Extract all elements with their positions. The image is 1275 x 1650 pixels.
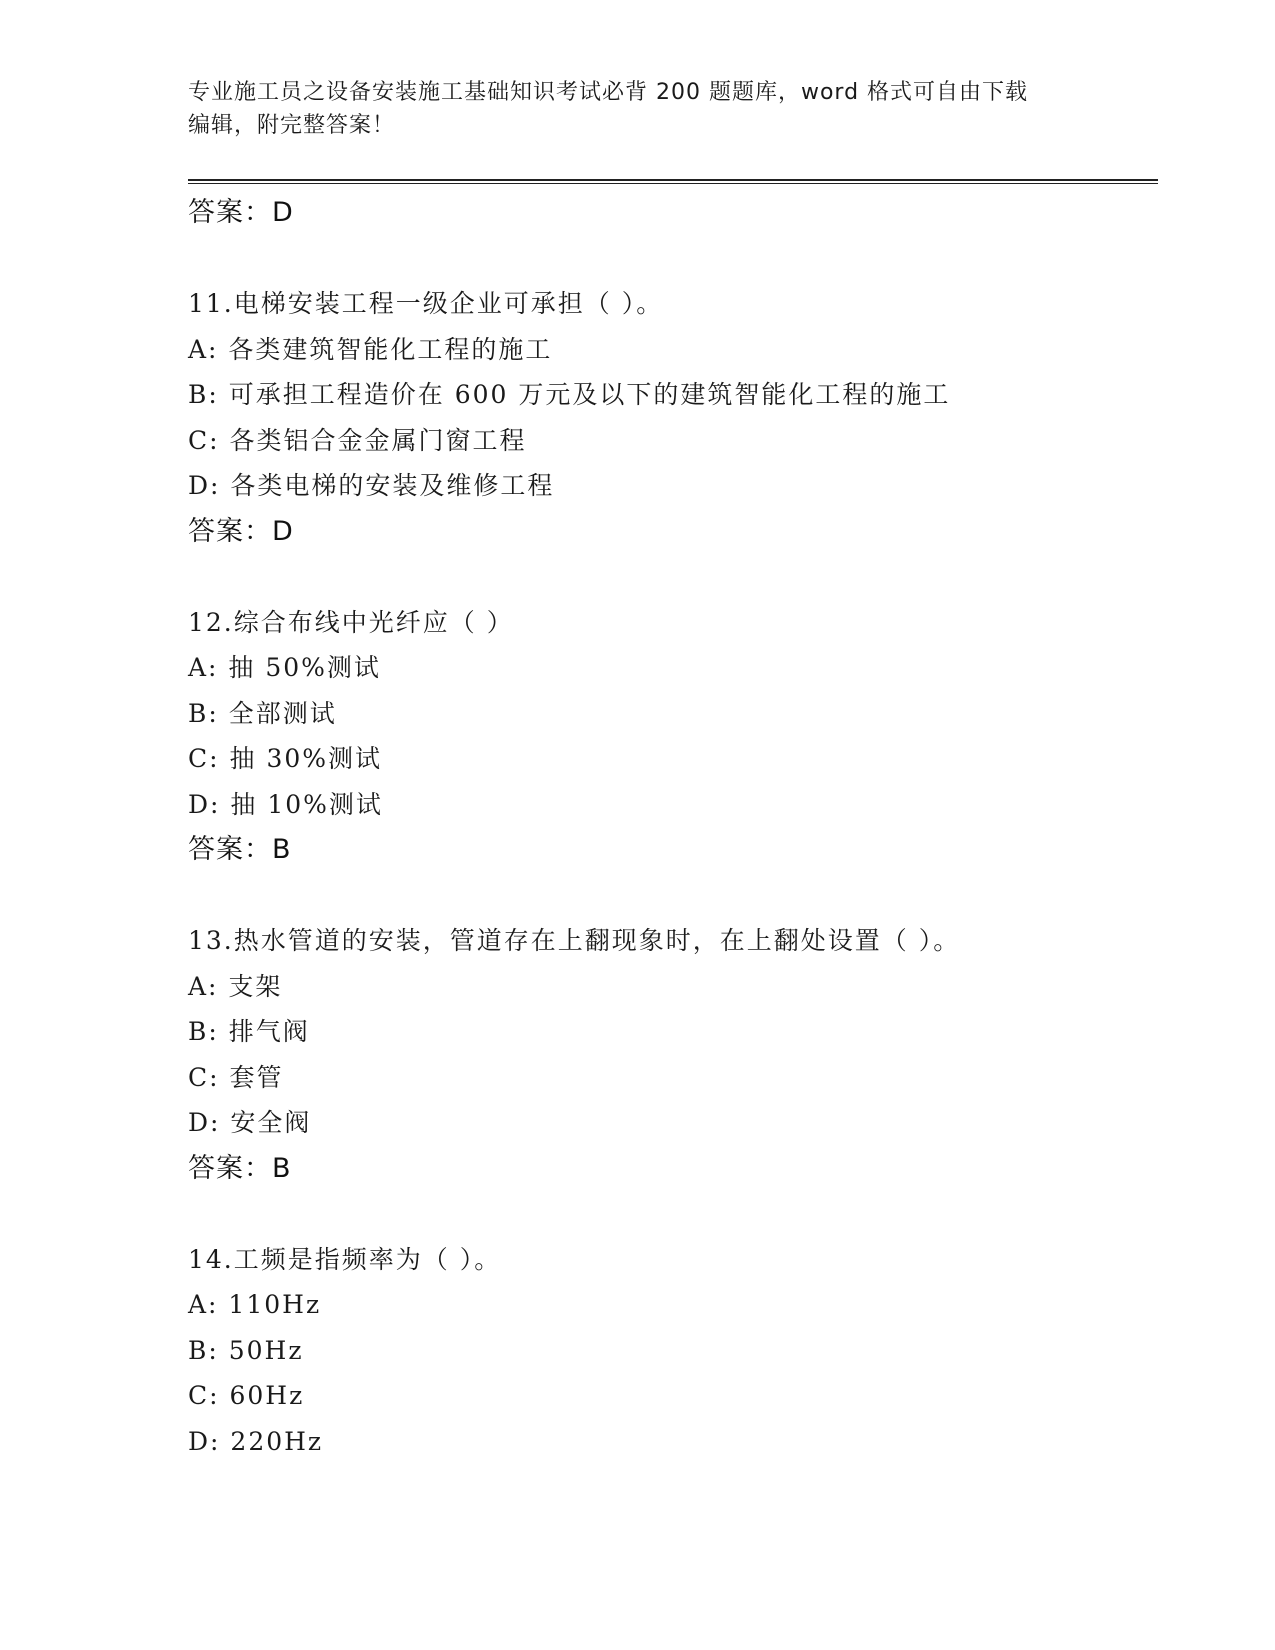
option-c: C: 各类铝合金金属门窗工程: [188, 425, 527, 455]
option-b: B: 全部测试: [188, 698, 337, 728]
spacer: [188, 236, 1158, 282]
answer: 答案：B: [188, 834, 292, 865]
option-d: D: 安全阀: [188, 1108, 312, 1137]
option-a: A: 抽 50%测试: [188, 653, 381, 682]
option-c: C: 抽 30%测试: [188, 744, 383, 773]
question-block: [188, 918, 1158, 1191]
question-stem: 12.综合布线中光纤应（ ）: [188, 607, 514, 637]
spacer: [188, 1191, 1158, 1237]
option-a: A: 各类建筑智能化工程的施工: [188, 334, 553, 364]
question-stem: 13.热水管道的安装，管道存在上翻现象时，在上翻处设置（ ）。: [188, 926, 961, 955]
option-d: D: 抽 10%测试: [188, 789, 383, 819]
header-line-2: 编辑，附完整答案！: [188, 113, 396, 138]
option-a: A: 110Hz: [188, 1290, 322, 1319]
question-stem: 14.工频是指频率为（ ）。: [188, 1244, 502, 1274]
option-c: C: 套管: [188, 1062, 284, 1092]
option-d: D: 各类电梯的安装及维修工程: [188, 471, 555, 500]
header-divider: [188, 179, 1158, 184]
option-b: B: 排气阀: [188, 1017, 310, 1046]
question-block: [188, 281, 1158, 554]
spacer: [188, 554, 1158, 600]
option-b: B: 可承担工程造价在 600 万元及以下的建筑智能化工程的施工: [188, 380, 951, 409]
answer: 答案：D: [188, 515, 294, 547]
header-line-1: 专业施工员之设备安装施工基础知识考试必背 200 题题库，word 格式可自由下载: [188, 80, 1029, 105]
previous-answer: 答案：D: [188, 197, 294, 228]
document-header: [188, 76, 1088, 142]
option-b: B: 50Hz: [188, 1335, 304, 1365]
answer: 答案：B: [188, 1152, 292, 1184]
option-c: C: 60Hz: [188, 1381, 305, 1410]
spacer: [188, 873, 1158, 919]
option-a: A: 支架: [188, 971, 283, 1001]
question-block: [188, 600, 1158, 873]
question-list: [188, 190, 1158, 1464]
option-d: D: 220Hz: [188, 1426, 324, 1456]
question-block: [188, 1237, 1158, 1465]
question-stem: 11.电梯安装工程一级企业可承担（ ）。: [188, 289, 664, 318]
